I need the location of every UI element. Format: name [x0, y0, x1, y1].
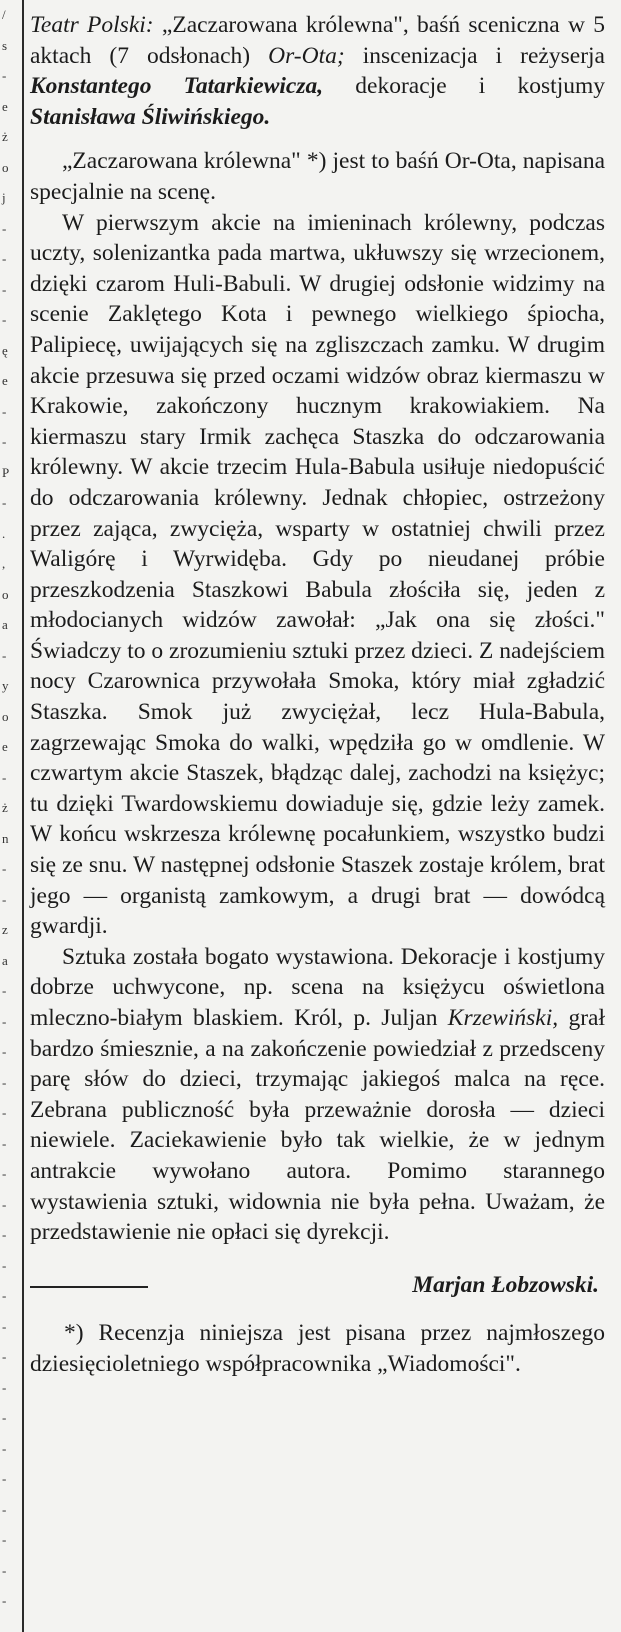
gutter-mark: -: [2, 1074, 7, 1090]
gutter-mark: -: [2, 1044, 7, 1059]
gutter-mark: -: [2, 647, 7, 663]
gutter-mark: -: [2, 1288, 7, 1303]
gutter-mark: ,: [2, 556, 6, 571]
gutter-mark: -: [2, 1196, 7, 1212]
gutter-mark: -: [2, 434, 7, 449]
gutter-mark: -: [2, 1105, 7, 1120]
gutter-mark: -: [2, 861, 7, 876]
gutter-mark: .: [2, 525, 6, 541]
gutter-mark: n: [2, 830, 9, 846]
left-gutter-fragments: [0, 0, 22, 1632]
gutter-mark: a: [2, 952, 8, 968]
gutter-mark: -: [2, 403, 7, 419]
gutter-mark: -: [2, 1501, 7, 1517]
gutter-mark: -: [2, 1471, 7, 1486]
article-header: [30, 10, 605, 132]
gutter-mark: -: [2, 1318, 7, 1334]
review-text-1: Sztuka została bogato wystawiona. Dekoracje i kostjumy dobrze uchwycone, np. scena na księżycu oświetlona mleczno-białym blaskiem. Król, p. Juljan: [30, 943, 605, 1031]
play-author: Or-Ota;: [268, 42, 345, 69]
gutter-mark: -: [2, 1166, 7, 1181]
gutter-mark: -: [2, 251, 7, 266]
gutter-mark: -: [2, 1349, 7, 1364]
designer-name: Stanisława Śliwińskiego.: [30, 103, 271, 130]
gutter-mark: -: [2, 312, 7, 327]
gutter-mark: -: [2, 1532, 7, 1547]
gutter-mark: o: [2, 159, 9, 175]
gutter-mark: ż: [2, 800, 8, 815]
intro-paragraph: „Zaczarowana królewna" *) jest to baśń Or-Ota, napisana specjalnie na scenę.: [30, 148, 605, 205]
gutter-mark: -: [2, 495, 7, 510]
review-paragraph: [30, 942, 605, 1248]
gutter-mark: -: [2, 220, 7, 236]
gutter-mark: -: [2, 1135, 7, 1151]
review-text-2: grał bardzo śmiesznie, a na zakończenie powiedział z przedsceny parę słów do dzieci, trzymając jakiegoś malca na ręce. Zebrana publiczność była przeważnie dorosła — dzieci niewiele. Zaciekawienie było tak wielkie, że w jednym antrakcie wywołano autora. Pomimo starannego wystawienia sztuki, widownia nie była pełna. Uważam, że przedstawienie nie opłaci się dyrekcji.: [30, 1005, 605, 1246]
gutter-mark: -: [2, 68, 7, 83]
header-text-3: dekoracje i kostjumy: [323, 73, 606, 100]
header-text-2: inscenizacja i reżyserja: [344, 42, 605, 69]
signature-rule: [30, 1286, 148, 1288]
gutter-mark: ż: [2, 129, 8, 144]
gutter-mark: e: [2, 98, 8, 114]
gutter-mark: o: [2, 586, 9, 602]
gutter-mark: j: [2, 190, 6, 205]
gutter-mark: a: [2, 617, 8, 632]
gutter-mark: e: [2, 739, 8, 754]
header-text-1: „Zaczarowana królewna", baśń sceniczna w 5 aktach (7 odsłonach): [30, 12, 605, 69]
gutter-mark: -: [2, 1379, 7, 1395]
gutter-mark: -: [2, 281, 7, 297]
column-rule: [22, 0, 24, 1632]
footnote: *) Recenzja niniejsza jest pisana przez najmłoszego dziesięcioletniego współpracownika „Wiadomości".: [30, 1320, 605, 1377]
author-signature: Marjan Łobzowski.: [412, 1271, 599, 1298]
gutter-mark: e: [2, 373, 8, 388]
gutter-mark: -: [2, 1227, 7, 1242]
gutter-mark: o: [2, 708, 9, 724]
gutter-mark: -: [2, 769, 7, 785]
plot-paragraph: W pierwszym akcie na imieninach królewny, podczas uczty, solenizantka pada martwa, ukłuwszy się wrzecionem, dzięki czarom Huli-Babuli. W drugiej odsłonie widzimy na scenie Zaklętego Kota i pewnego wielkiego śpiocha, Palipiecę, uwijających się na zgliszczach zamku. W drugim akcie przesuwa się przed oczami widzów obraz kiermaszu w Krakowie, zakończony hucznym krakowiakiem. Na kiermaszu stary Irmik zachęca Staszka do odczarowania królewny. W akcie trzecim Hula-Babula usiłuje niedopuścić do odczarowania królewny. Jednak chłopiec, ostrzeżony przez zająca, zwycięża, wsparty w ostatniej chwili przez Waligórę i Wyrwidęba. Gdy po nieudanej próbie przeszkodzenia Staszkowi Babula złościła się, jeden z młodocianych widzów zawołał: „Jak ona się złości." Świadczy to o zrozumieniu sztuki przez dzieci. Z nadejściem nocy Czarownica przywołała Smoka, który miał zgładzić Staszka. Smok już zwyciężał, lecz Hula-Babula, zagrzewając Smoka do walki, wpędziła go w omdlenie. W czwartym akcie Staszek, błądząc dalej, zachodzi na księżyc; tu dzięki Twardowskiemu dowiaduje się, gdzie leży zamek. W końcu wskrzesza królewnę pocałunkiem, wszystko budzi się ze snu. W następnej odsłonie Staszek zostaje królem, brat jego — organistą zamkowym, a drugi brat — dowódcą gwardji.: [30, 209, 605, 940]
gutter-mark: -: [2, 983, 7, 998]
gutter-mark: -: [2, 1440, 7, 1456]
actor-name: Krzewiński,: [447, 1005, 559, 1031]
gutter-mark: -: [2, 1410, 7, 1425]
venue-name: Teatr Polski:: [30, 12, 154, 38]
gutter-mark: -: [2, 1257, 7, 1273]
director-name: Konstantego Tatarkiewicza,: [30, 73, 324, 100]
gutter-mark: -: [2, 1562, 7, 1578]
gutter-mark: y: [2, 678, 9, 693]
gutter-mark: ę: [2, 342, 8, 358]
gutter-mark: z: [2, 922, 8, 937]
gutter-mark: -: [2, 1593, 7, 1608]
gutter-mark: /: [2, 7, 6, 22]
article-column: [30, 10, 605, 1380]
gutter-mark: s: [2, 37, 8, 53]
gutter-mark: -: [2, 891, 7, 907]
signature-row: [30, 1270, 605, 1301]
gutter-mark: -: [2, 1013, 7, 1029]
gutter-mark: P: [2, 464, 10, 480]
